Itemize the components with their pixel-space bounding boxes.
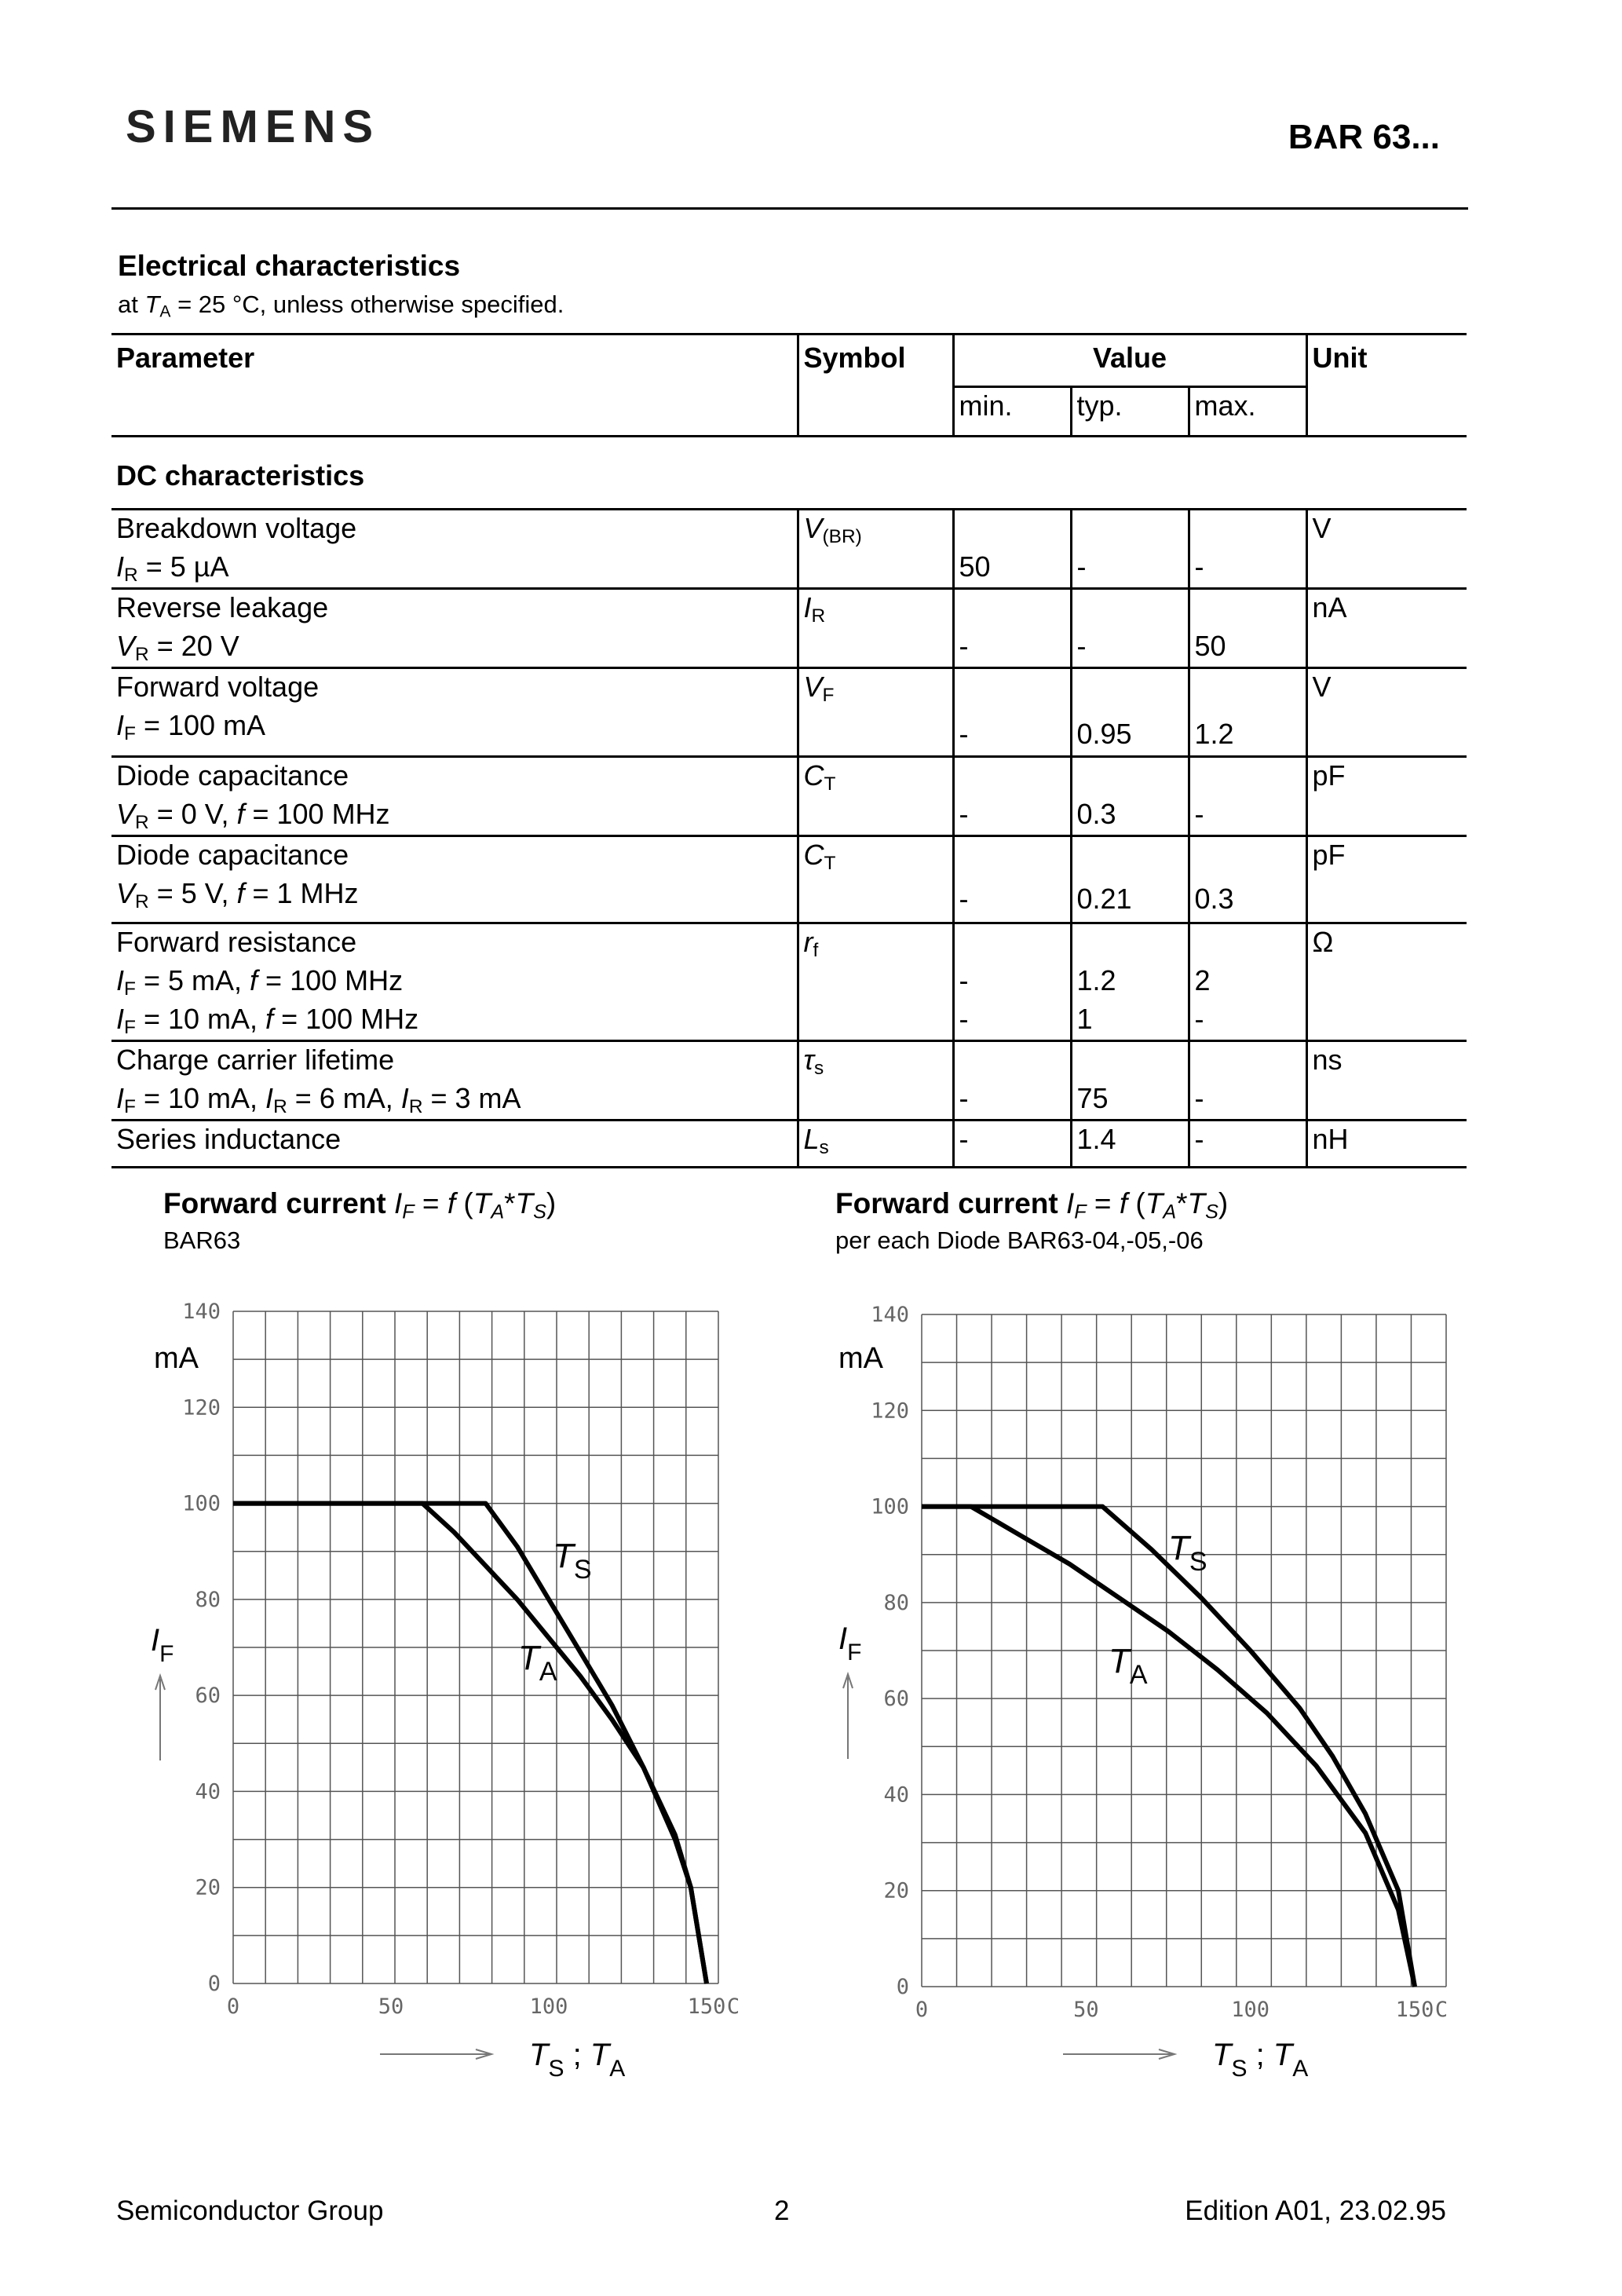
row-unit: nA [1306, 589, 1467, 668]
row-min: - [953, 668, 1071, 757]
row-typ: 0.3 [1071, 757, 1189, 836]
y-tick-label: 100 [871, 1494, 909, 1519]
y-tick-label: 140 [182, 1300, 221, 1324]
y-tick-label: 0 [207, 1972, 221, 1996]
row-symbol: $\tau_s$ [798, 1041, 953, 1121]
row-typ: 0.95 [1071, 668, 1189, 757]
row-max: - [1189, 757, 1306, 836]
y-tick-label: 20 [195, 1875, 221, 1900]
row-min: - [953, 836, 1071, 923]
y-axis-label: $I_F$ [838, 1621, 862, 1665]
x-unit-label: C [726, 1994, 740, 2019]
y-tick-label: 40 [883, 1782, 909, 1808]
section-title: Electrical characteristics [118, 250, 461, 282]
row-param: Charge carrier lifetime $I_F = 10$ mA, $I_R = 6$ mA, $I_R = 3$ mA [116, 1044, 521, 1118]
table-row [111, 589, 1467, 668]
table-row [111, 668, 1467, 757]
x-tick-label: 100 [529, 1994, 568, 2019]
y-tick-label: 60 [883, 1687, 909, 1712]
header-max: max. [1189, 387, 1306, 437]
row-symbol: $C_T$ [798, 836, 953, 923]
row-max: - [1189, 1041, 1306, 1121]
x-tick-label: 100 [1231, 1998, 1270, 2022]
header-typ: typ. [1071, 387, 1189, 437]
characteristics-table [111, 333, 1467, 1168]
footer-left: Semiconductor Group [116, 2195, 384, 2226]
row-symbol: $V_F$ [798, 668, 953, 757]
page-number: 2 [774, 2195, 790, 2226]
row-symbol: $L_s$ [798, 1121, 953, 1168]
table-row [111, 923, 1467, 1041]
x-tick-label: 150 [1395, 1998, 1434, 2022]
part-number: BAR 63... [1288, 118, 1440, 156]
siemens-logo: SIEMENS [126, 101, 381, 152]
row-max: 1.2 [1189, 668, 1306, 757]
y-tick-label: 0 [896, 1975, 909, 1999]
header-parameter: Parameter [111, 335, 798, 437]
row-max: 2 - [1189, 923, 1306, 1041]
row-symbol: $I_R$ [798, 589, 953, 668]
row-unit: nH [1306, 1121, 1467, 1168]
x-tick-label: 50 [1073, 1998, 1099, 2022]
series-label-ta: $T_A$ [1109, 1642, 1148, 1690]
table-row [111, 1041, 1467, 1121]
row-param: Breakdown voltage $I_R = 5$ µA [116, 512, 357, 587]
y-tick-label: 40 [195, 1779, 221, 1804]
y-tick-label: 80 [195, 1587, 221, 1612]
series-label-ta: $T_A$ [518, 1639, 557, 1687]
chart1-title: Forward current $I_F = f$ $(T_A*T_S)$ [163, 1187, 557, 1223]
row-unit: Ω [1306, 923, 1467, 1041]
row-typ: 1.4 [1071, 1121, 1189, 1168]
y-tick-label: 80 [883, 1590, 909, 1615]
row-min: - - [953, 923, 1071, 1041]
row-max: 0.3 [1189, 836, 1306, 923]
chart2-title: Forward current $I_F = f$ $(T_A*T_S)$ [835, 1187, 1229, 1223]
table-row [111, 836, 1467, 923]
header-min: min. [953, 387, 1071, 437]
row-param: Diode capacitance $V_R = 5$ V, f = 1 MHz [116, 839, 359, 913]
y-unit-label: mA [154, 1342, 199, 1375]
row-param: Forward resistance $I_F = 5$ mA, f = 100 MHz $I_F = 10$ mA, f = 100 MHz [116, 926, 419, 1039]
row-param: Diode capacitance $V_R = 0$ V, f = 100 MHz [116, 759, 390, 834]
row-unit: pF [1306, 757, 1467, 836]
footer-edition: Edition A01, 23.02.95 [1185, 2195, 1446, 2226]
row-unit: ns [1306, 1041, 1467, 1121]
group-row [111, 437, 1467, 510]
x-tick-label: 150 [687, 1994, 726, 2019]
row-symbol: $r_f$ [798, 923, 953, 1041]
y-tick-label: 100 [182, 1491, 221, 1516]
header-symbol: Symbol [798, 335, 953, 437]
row-max: - [1189, 510, 1306, 589]
row-param: Series inductance [116, 1123, 342, 1155]
row-max: - [1189, 1121, 1306, 1168]
x-tick-label: 0 [915, 1998, 929, 2022]
y-tick-label: 140 [871, 1303, 909, 1327]
row-param: Forward voltage $I_F = 100$ mA [116, 671, 320, 745]
group-dc: DC characteristics [116, 459, 365, 492]
chart1 [110, 1256, 816, 2089]
row-unit: V [1306, 510, 1467, 589]
header-unit: Unit [1306, 335, 1467, 437]
row-typ: 0.21 [1071, 836, 1189, 923]
row-min: - [953, 1041, 1071, 1121]
row-min: - [953, 1121, 1071, 1168]
series-label-ts: $T_S$ [553, 1537, 592, 1585]
y-tick-label: 120 [871, 1398, 909, 1424]
row-max: 50 [1189, 589, 1306, 668]
row-symbol: $C_T$ [798, 757, 953, 836]
row-typ: 1.2 1 [1071, 923, 1189, 1041]
table-row [111, 757, 1467, 836]
x-tick-label: 0 [226, 1994, 240, 2019]
row-typ: - [1071, 510, 1189, 589]
row-param: Reverse leakage $V_R = 20$ V [116, 591, 329, 666]
row-min: - [953, 589, 1071, 668]
y-axis-label: $I_F$ [151, 1623, 174, 1667]
table-header-row [111, 335, 1467, 387]
y-tick-label: 20 [883, 1878, 909, 1903]
x-axis-label: $T_S$ ; $T_A$ [529, 2038, 626, 2082]
table-row [111, 510, 1467, 589]
row-unit: pF [1306, 836, 1467, 923]
chart2 [816, 1256, 1523, 2089]
series-label-ts: $T_S$ [1168, 1529, 1207, 1577]
section-subtitle: at $T_A = 25$ °C, unless otherwise specified. [118, 291, 564, 321]
header-value: Value [953, 335, 1306, 387]
table-row [111, 1121, 1467, 1168]
row-typ: 75 [1071, 1041, 1189, 1121]
row-min: - [953, 757, 1071, 836]
row-min: 50 [953, 510, 1071, 589]
header-rule [111, 207, 1468, 210]
y-tick-label: 120 [182, 1395, 221, 1420]
row-unit: V [1306, 668, 1467, 757]
row-symbol: $V_{(BR)}$ [798, 510, 953, 589]
x-tick-label: 50 [378, 1994, 404, 2019]
y-unit-label: mA [838, 1342, 883, 1375]
chart2-subtitle: per each Diode BAR63-04,-05,-06 [835, 1227, 1204, 1254]
x-axis-label: $T_S$ ; $T_A$ [1212, 2038, 1309, 2082]
row-typ: - [1071, 589, 1189, 668]
chart1-subtitle: BAR63 [163, 1227, 241, 1254]
y-tick-label: 60 [195, 1684, 221, 1709]
x-unit-label: C [1434, 1998, 1448, 2022]
